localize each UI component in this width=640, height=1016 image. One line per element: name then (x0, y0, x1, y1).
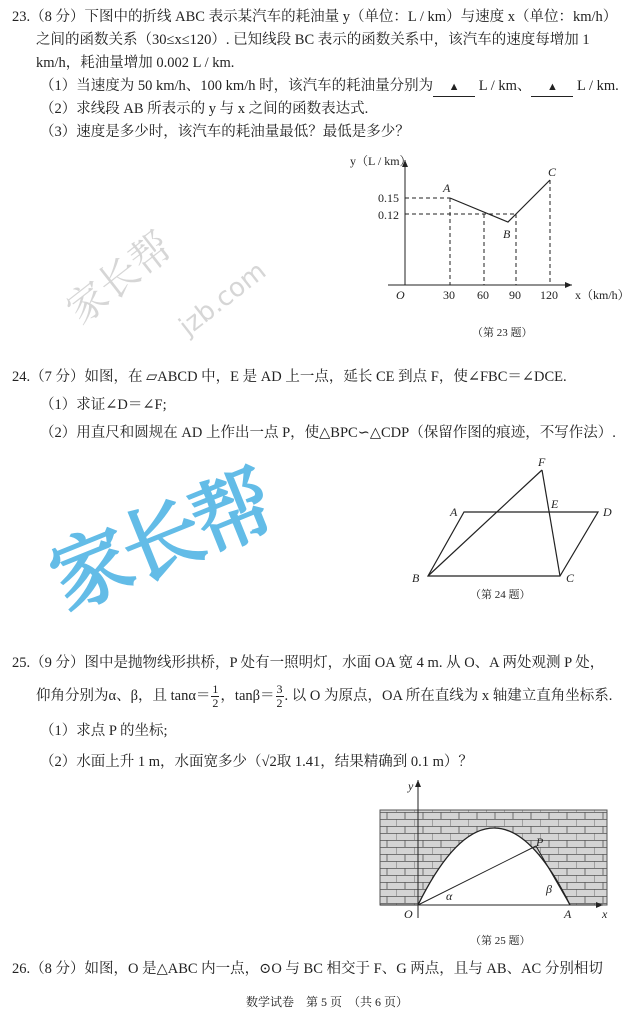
watermark-url: jzb.com (173, 256, 272, 343)
angle-label: α (446, 889, 453, 903)
figure-25-bridge (380, 779, 608, 947)
q25-sub2: （2）水面上升 1 m，水面宽多少（√2取 1.41，结果精确到 0.1 m）？ (40, 754, 473, 770)
fraction-tan-alpha (211, 683, 219, 710)
q23-line1: 23.（8 分）下图中的折线 ABC 表示某汽车的耗油量 y（单位：L / km）与速度 x（单位：km/h） (12, 9, 618, 25)
x-tick: 60 (477, 288, 489, 302)
figure-23-graph (350, 154, 630, 339)
polyline-abc (450, 180, 550, 222)
figure-caption: （第 25 题） (470, 935, 531, 947)
point-label: A (450, 505, 458, 519)
q25-line2-a: 仰角分别为α、β，且 tanα＝ (36, 688, 211, 704)
figure-24-parallelogram (412, 455, 612, 601)
point-label: F (538, 455, 546, 469)
axis-label: x (602, 907, 608, 921)
x-axis-label: x（km/h） (575, 288, 630, 302)
figure-caption: （第 24 题） (470, 589, 531, 601)
x-tick: 30 (443, 288, 455, 302)
point-label: C (548, 165, 557, 179)
q25-line2-c: . 以 O 为原点，OA 所在直线为 x 轴建立直角坐标系. (284, 688, 613, 704)
fraction-tan-beta (276, 683, 284, 710)
point-label: O (404, 907, 413, 921)
q25-line1: 25.（9 分）图中是抛物线形拱桥，P 处有一照明灯，水面 OA 宽 4 m. 从 O、A 两处观测 P 处， (12, 655, 605, 671)
q25-sub1: （1）求点 P 的坐标; (40, 723, 168, 739)
x-tick: 90 (509, 288, 521, 302)
point-label: A (564, 907, 572, 921)
point-label: C (566, 571, 575, 585)
y-tick: 0.12 (378, 208, 399, 222)
y-axis-label: y（L / km） (350, 154, 412, 168)
x-tick: 120 (540, 288, 558, 302)
answer-blank-2: ▲ (531, 78, 573, 97)
denominator: 2 (276, 696, 283, 711)
q23-line3: km/h，耗油量增加 0.002 L / km. (36, 55, 235, 71)
origin-label: O (396, 288, 405, 302)
axis-label: y (408, 779, 414, 793)
page-footer: 数学试卷 第 5 页 （共 6 页） (246, 995, 409, 1009)
dashed-guides (405, 180, 550, 285)
q24-sub1: （1）求证∠D＝∠F; (40, 397, 167, 413)
point-label: D (603, 505, 612, 519)
q23-sub3: （3）速度是多少时，该汽车的耗油量最低？最低是多少？ (40, 124, 410, 140)
point-label: E (551, 497, 559, 511)
q24-sub2: （2）用直尺和圆规在 AD 上作出一点 P，使△BPC∽△CDP（保留作图的痕迹，不写作法）. (40, 425, 616, 441)
numerator: 1 (212, 682, 219, 697)
q25-line2-b: ，tanβ＝ (220, 688, 275, 704)
unit-1: L / km、 (478, 78, 532, 94)
q23-line2: 之间的函数关系（30≤x≤120）. 已知线段 BC 表示的函数关系中，该汽车的速度每增加 1 (36, 32, 590, 48)
y-tick: 0.15 (378, 191, 399, 205)
unit-2: L / km. (577, 78, 619, 94)
watermark-logo: 家长帮 (37, 456, 284, 628)
q23-sub2: （2）求线段 AB 所表示的 y 与 x 之间的函数表达式. (40, 101, 369, 117)
figure-caption: （第 23 题） (472, 327, 533, 339)
watermark-text: 家长帮 (58, 223, 182, 334)
point-label: A (443, 181, 451, 195)
answer-blank-1: ▲ (433, 78, 475, 97)
point-label: B (503, 227, 511, 241)
q26-line1: 26.（8 分）如图，O 是△ABC 内一点，⊙O 与 BC 相交于 F、G 两点，且与 AB、AC 分别相切 (12, 961, 603, 977)
q25-line2 (36, 682, 612, 710)
q24-line1: 24.（7 分）如图，在 ▱ABCD 中，E 是 AD 上一点，延长 CE 到点 F，使∠FBC＝∠DCE. (12, 369, 567, 385)
denominator: 2 (212, 696, 219, 711)
numerator: 3 (276, 682, 283, 697)
point-label: P (536, 835, 544, 849)
point-label: B (412, 571, 420, 585)
q23-sub1-text: （1）当速度为 50 km/h、100 km/h 时，该汽车的耗油量分别为 (40, 78, 434, 94)
angle-label: β (546, 882, 552, 896)
